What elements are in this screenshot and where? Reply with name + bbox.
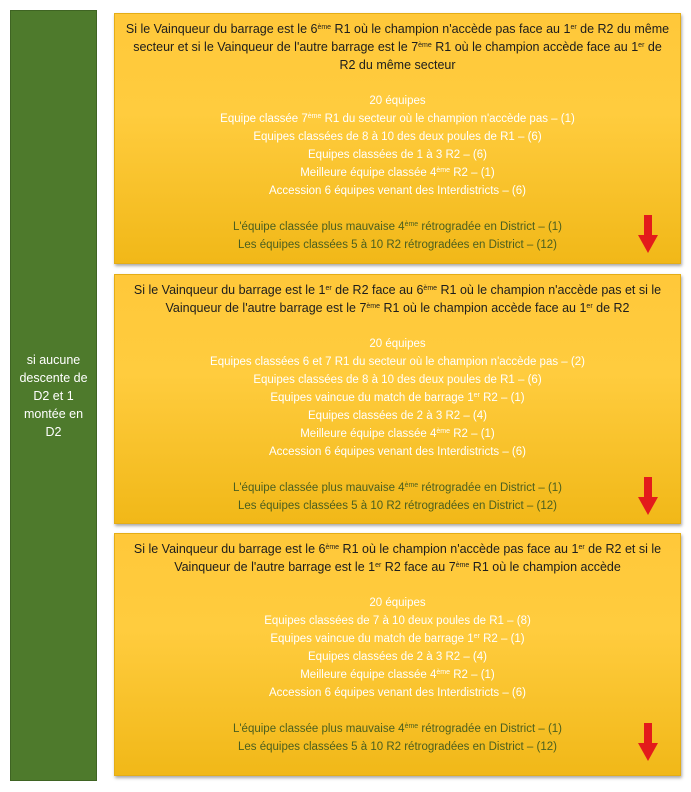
- text-run: R2 – (1): [450, 167, 495, 179]
- text-run: R1 où le champion accède: [469, 560, 621, 574]
- ordinal-suffix: er: [638, 42, 645, 49]
- scenario-box-2: [114, 274, 681, 524]
- team-line: [115, 371, 680, 389]
- ordinal-suffix: er: [473, 392, 480, 399]
- text-run: R1 où le champion n'accède pas face au 1: [339, 542, 579, 556]
- text-run: Meilleure équipe classée 4: [300, 167, 437, 179]
- ordinal-suffix: ème: [307, 113, 322, 120]
- text-run: R2 – (1): [479, 392, 525, 404]
- ordinal-suffix: er: [325, 285, 332, 292]
- text-run: Equipes classées de 2 à 3 R2 – (4): [308, 651, 487, 663]
- ordinal-suffix: ème: [325, 544, 340, 551]
- text-run: de R2 face au 6: [331, 283, 424, 297]
- team-line: [115, 648, 680, 666]
- text-run: Les équipes classées 5 à 10 R2 rétrogradées en District – (12): [238, 741, 557, 753]
- relegation-line: [115, 218, 680, 236]
- team-line: [115, 684, 680, 702]
- team-line: [115, 407, 680, 425]
- text-run: de R2 et si le Vainqueur de l'autre barrage est le 1: [174, 542, 662, 574]
- relegation-line: [115, 479, 680, 497]
- text-run: de R2: [592, 301, 630, 315]
- text-run: R1 du secteur où le champion n'accède pas – (1): [321, 113, 575, 125]
- relegation-lines: [115, 479, 680, 515]
- scenario-title: [115, 14, 680, 74]
- team-line: [115, 612, 680, 630]
- text-run: R2 face au 7: [381, 560, 456, 574]
- text-run: R1 où le champion accède face au 1: [431, 40, 639, 54]
- text-run: rétrogradée en District – (1): [418, 723, 563, 735]
- scenario-box-3: [114, 533, 681, 776]
- teams-total: 20 équipes: [369, 597, 426, 609]
- text-run: Meilleure équipe classée 4: [300, 669, 437, 681]
- down-arrow-icon: [638, 477, 658, 515]
- text-run: Equipes classées de 2 à 3 R2 – (4): [308, 410, 487, 422]
- down-arrow-icon: [638, 215, 658, 253]
- text-run: Equipe classée 7: [220, 113, 308, 125]
- team-line: [115, 146, 680, 164]
- team-line: [115, 182, 680, 200]
- text-run: Equipes vaincue du match de barrage 1: [270, 633, 474, 645]
- ordinal-suffix: ème: [436, 167, 451, 174]
- ordinal-suffix: er: [375, 562, 382, 569]
- side-label-box: [10, 10, 97, 781]
- team-line: [115, 128, 680, 146]
- ordinal-suffix: er: [570, 24, 577, 31]
- text-run: R2 – (1): [479, 633, 525, 645]
- ordinal-suffix: er: [473, 633, 480, 640]
- ordinal-suffix: er: [578, 544, 585, 551]
- text-run: L'équipe classée plus mauvaise 4: [232, 221, 405, 233]
- text-run: Accession 6 équipes venant des Interdistricts – (6): [269, 446, 526, 458]
- relegation-line: [115, 497, 680, 515]
- text-run: rétrogradée en District – (1): [418, 482, 563, 494]
- text-run: R2 – (1): [450, 669, 495, 681]
- text-run: Accession 6 équipes venant des Interdistricts – (6): [269, 185, 526, 197]
- team-line: [115, 425, 680, 443]
- text-run: Equipes classées de 8 à 10 des deux poules de R1 – (6): [253, 131, 542, 143]
- ordinal-suffix: ème: [404, 221, 419, 228]
- text-run: Equipes classées de 1 à 3 R2 – (6): [308, 149, 487, 161]
- scenario-title: [115, 534, 680, 576]
- ordinal-suffix: ème: [418, 42, 432, 49]
- scenario-box-1: [114, 13, 681, 264]
- teams-total: 20 équipes: [369, 338, 426, 350]
- ordinal-suffix: ème: [366, 303, 381, 310]
- text-run: Les équipes classées 5 à 10 R2 rétrogradées en District – (12): [238, 500, 557, 512]
- ordinal-suffix: ème: [436, 428, 451, 435]
- team-lines: [115, 353, 680, 461]
- relegation-lines: [115, 218, 680, 254]
- relegation-lines: [115, 720, 680, 756]
- team-line: [115, 389, 680, 407]
- text-run: R1 où le champion n'accède pas et si le Vainqueur de l'autre barrage est le 7: [165, 283, 662, 315]
- text-run: Meilleure équipe classée 4: [300, 428, 437, 440]
- text-run: Accession 6 équipes venant des Interdistricts – (6): [269, 687, 526, 699]
- text-run: Les équipes classées 5 à 10 R2 rétrogradées en District – (12): [238, 239, 557, 251]
- text-run: Si le Vainqueur du barrage est le 6: [125, 22, 318, 36]
- team-lines: [115, 110, 680, 200]
- text-run: de R2 du même secteur: [339, 40, 662, 72]
- side-label: si aucune descente de D2 et 1 montée en D2: [19, 352, 88, 439]
- text-run: Equipes classées de 8 à 10 des deux poules de R1 – (6): [253, 374, 542, 386]
- ordinal-suffix: ème: [455, 562, 470, 569]
- text-run: L'équipe classée plus mauvaise 4: [232, 482, 405, 494]
- ordinal-suffix: er: [586, 303, 593, 310]
- team-line: [115, 443, 680, 461]
- text-run: R1 où le champion accède face au 1: [380, 301, 587, 315]
- ordinal-suffix: ème: [423, 285, 438, 292]
- ordinal-suffix: ème: [436, 669, 451, 676]
- team-line: [115, 110, 680, 128]
- team-line: [115, 630, 680, 648]
- team-lines: [115, 612, 680, 702]
- text-run: Equipes classées 6 et 7 R1 du secteur où le champion n'accède pas – (2): [210, 356, 585, 368]
- relegation-line: [115, 236, 680, 254]
- text-run: Si le Vainqueur du barrage est le 1: [133, 283, 326, 297]
- text-run: Equipes classées de 7 à 10 deux poules de R1 – (8): [264, 615, 531, 627]
- team-line: [115, 353, 680, 371]
- text-run: Equipes vaincue du match de barrage 1: [270, 392, 474, 404]
- ordinal-suffix: ème: [317, 24, 332, 31]
- ordinal-suffix: ème: [404, 482, 419, 489]
- ordinal-suffix: ème: [404, 723, 419, 730]
- down-arrow-icon: [638, 723, 658, 761]
- text-run: rétrogradée en District – (1): [418, 221, 563, 233]
- team-line: [115, 164, 680, 182]
- relegation-line: [115, 720, 680, 738]
- teams-total: 20 équipes: [369, 95, 426, 107]
- text-run: R2 – (1): [450, 428, 495, 440]
- text-run: de R2 du même secteur et si le Vainqueur de l'autre barrage est le 7: [133, 22, 670, 54]
- scenario-title: [115, 275, 680, 317]
- team-line: [115, 666, 680, 684]
- relegation-line: [115, 738, 680, 756]
- text-run: Si le Vainqueur du barrage est le 6: [133, 542, 326, 556]
- text-run: R1 où le champion n'accède pas face au 1: [331, 22, 571, 36]
- text-run: L'équipe classée plus mauvaise 4: [232, 723, 405, 735]
